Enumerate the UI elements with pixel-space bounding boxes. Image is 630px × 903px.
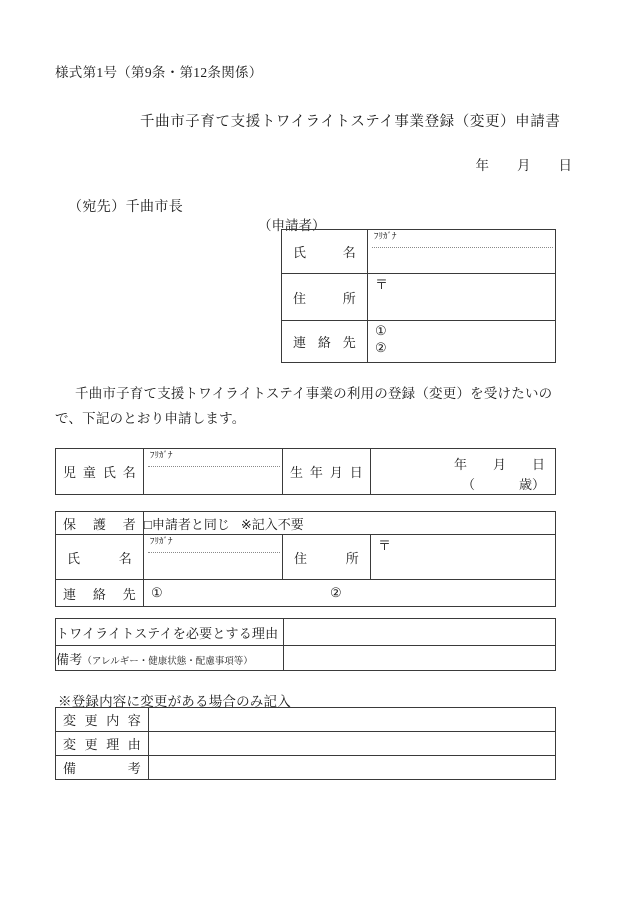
guardian-address-label-cell — [283, 535, 371, 580]
applicant-contact-label-cell — [282, 321, 368, 363]
child-age-open-paren: （ — [461, 477, 475, 492]
applicant-address-input-cell[interactable] — [368, 274, 556, 321]
child-name-input-cell[interactable] — [144, 449, 283, 495]
applicant-address-area[interactable] — [368, 274, 555, 320]
reason-row — [56, 619, 556, 646]
change-content-label: 変更内容 — [63, 713, 141, 728]
change-remarks-label-cell — [56, 756, 149, 780]
change-remarks-input-cell[interactable] — [149, 756, 556, 780]
child-dob-label: 生年月日 — [290, 465, 363, 480]
applicant-contact-item-1: ① — [375, 323, 387, 338]
guardian-table — [55, 511, 556, 607]
guardian-address-area[interactable] — [371, 535, 555, 579]
addressee: （宛先）千曲市長 — [68, 200, 184, 215]
child-dob-day-label: 日 — [531, 457, 545, 472]
change-reason-input-cell[interactable] — [149, 732, 556, 756]
child-name-label-cell — [56, 449, 144, 495]
guardian-furigana-rule — [148, 552, 280, 553]
guardian-furigana-area[interactable] — [144, 535, 282, 579]
applicant-furigana-area[interactable] — [368, 230, 555, 273]
guardian-contact-area[interactable] — [144, 580, 555, 606]
applicant-caption: （申請者） — [258, 218, 326, 233]
change-content-row — [56, 708, 556, 732]
form-number: 様式第1号（第9条・第12条関係） — [55, 65, 263, 80]
applicant-name-label: 氏名 — [293, 245, 356, 260]
child-dob-date-labels — [454, 454, 545, 473]
change-content-label-cell — [56, 708, 149, 732]
remarks-note: （アレルギー・健康状態・配慮事項等） — [82, 656, 253, 667]
guardian-no-entry-note: ※記入不要 — [240, 516, 304, 532]
child-row — [56, 449, 556, 495]
guardian-name-input-cell[interactable] — [144, 535, 283, 580]
guardian-name-label: 氏名 — [67, 550, 132, 566]
applicant-contact-input-cell[interactable] — [368, 321, 556, 363]
guardian-label: 保護者 — [63, 516, 136, 532]
same-as-applicant-checkbox[interactable]: □申請者と同じ — [144, 516, 230, 532]
date-line — [476, 154, 573, 174]
applicant-name-row — [282, 230, 556, 274]
applicant-contact-area[interactable] — [368, 321, 555, 362]
change-table — [55, 707, 556, 780]
applicant-contact-item-2: ② — [375, 340, 387, 355]
remarks-label-cell — [56, 646, 284, 671]
child-dob-area[interactable] — [371, 449, 555, 494]
child-dob-label-cell — [283, 449, 371, 495]
child-furigana-rule — [148, 466, 280, 467]
child-furigana-label: ﾌﾘｶﾞﾅ — [150, 451, 173, 461]
applicant-table — [281, 229, 556, 363]
guardian-contact-row — [56, 580, 556, 607]
applicant-name-input-cell[interactable] — [368, 230, 556, 274]
change-remarks-row — [56, 756, 556, 780]
child-age-labels — [462, 474, 545, 493]
reason-input-cell[interactable] — [284, 619, 556, 646]
applicant-furigana-label: ﾌﾘｶﾞﾅ — [374, 232, 397, 242]
guardian-postal-mark-icon: 〒 — [378, 538, 392, 553]
reason-table — [55, 618, 556, 671]
date-day-label: 日 — [558, 158, 572, 173]
guardian-address-input-cell[interactable] — [371, 535, 556, 580]
guardian-name-label-cell — [56, 535, 144, 580]
applicant-address-label: 住所 — [293, 290, 356, 306]
body-text: 千曲市子育て支援トワイライトステイ事業の利用の登録（変更）を受けたいので、下記のとおり申請します。 — [55, 386, 553, 426]
change-section-note: ※登録内容に変更がある場合のみ記入 — [58, 694, 291, 709]
child-dob-month-label: 月 — [492, 457, 506, 472]
remarks-label: 備考 — [56, 651, 83, 667]
change-reason-label-cell — [56, 732, 149, 756]
body-paragraph — [55, 381, 571, 431]
applicant-contact-label: 連絡先 — [293, 335, 356, 350]
applicant-contact-row — [282, 321, 556, 363]
document-title: 千曲市子育て支援トワイライトステイ事業登録（変更）申請書 — [140, 114, 561, 130]
guardian-header-row — [56, 512, 556, 535]
applicant-address-row — [282, 274, 556, 321]
guardian-same-as-applicant-cell[interactable] — [144, 512, 556, 535]
child-furigana-area[interactable] — [144, 449, 282, 494]
guardian-address-label: 住所 — [294, 550, 359, 566]
applicant-name-label-cell — [282, 230, 368, 274]
child-name-label: 児童氏名 — [63, 465, 136, 480]
child-table — [55, 448, 556, 495]
guardian-contact-item-1: ① — [151, 585, 163, 600]
guardian-contact-item-2: ② — [330, 585, 342, 600]
change-reason-row — [56, 732, 556, 756]
change-reason-label: 変更理由 — [63, 737, 141, 752]
applicant-address-label-cell — [282, 274, 368, 321]
guardian-furigana-label: ﾌﾘｶﾞﾅ — [150, 537, 173, 547]
postal-mark-icon: 〒 — [375, 277, 389, 292]
guardian-name-address-row — [56, 535, 556, 580]
remarks-input-cell[interactable] — [284, 646, 556, 671]
change-content-input-cell[interactable] — [149, 708, 556, 732]
date-year-label: 年 — [475, 158, 489, 173]
remarks-row — [56, 646, 556, 671]
guardian-contact-label: 連絡先 — [63, 586, 136, 602]
guardian-contact-input-cell[interactable] — [144, 580, 556, 607]
child-dob-year-label: 年 — [453, 457, 467, 472]
applicant-furigana-rule — [372, 247, 553, 248]
child-age-unit: 歳） — [518, 477, 545, 492]
guardian-label-cell — [56, 512, 144, 535]
guardian-contact-label-cell — [56, 580, 144, 607]
reason-label-cell — [56, 619, 284, 646]
change-remarks-label: 備考 — [63, 761, 141, 776]
reason-label: トワイライトステイを必要とする理由 — [56, 625, 279, 641]
child-dob-input-cell[interactable] — [371, 449, 556, 495]
date-month-label: 月 — [517, 158, 531, 173]
